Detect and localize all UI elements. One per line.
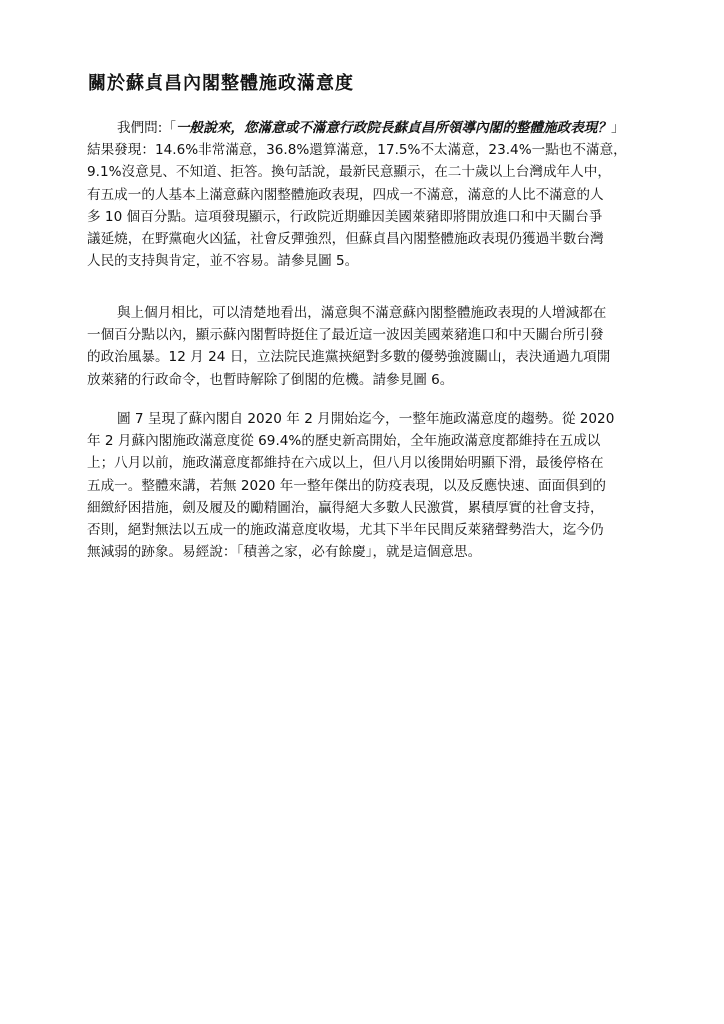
paragraph-line: 人民的支持與肯定，並不容易。請參見圖 5。 [87,253,359,270]
paragraph-line: 否則，絕對無法以五成一的施政滿意度收場，尤其下半年民間反萊豬聲勢浩大，迄今仍 [87,521,604,538]
paragraph-line: 議延燒，在野黨砲火凶猛，社會反彈強烈，但蘇貞昌內閣整體施政表現仍獲過半數台灣 [87,230,604,247]
paragraph-line: 與上個月相比，可以清楚地看出，滿意與不滿意蘇內閣整體施政表現的人增減都在 [117,305,607,321]
paragraph-2 [87,302,647,391]
paragraph-line: 圖 7 呈現了蘇內閣自 2020 年 2 月開始迄今，一整年施政滿意度的趨勢。從 2020 [117,411,615,427]
paragraph-line: 無減弱的跡象。易經說：「積善之家，必有餘慶」，就是這個意思。 [87,544,482,561]
paragraph-line: 上；八月以前，施政滿意度都維持在六成以上，但八月以後開始明顯下滑，最後停格在 [87,455,604,472]
paragraph-1 [87,117,647,272]
question-prefix: 我們問:「 [117,120,176,136]
paragraph-3 [87,408,647,563]
paragraph-line: 細緻紓困措施，劍及履及的勵精圖治，贏得絕大多數人民激賞，累積厚實的社會支持， [87,499,604,516]
paragraph-line: 的政治風暴。12 月 24 日，立法院民進黨挾絕對多數的優勢強渡關山，表決通過九項開 [87,349,611,366]
question-suffix: 」 [610,120,625,136]
paragraph-line: 結果發現：14.6%非常滿意，36.8%還算滿意，17.5%不太滿意，23.4%一點也不滿意， [87,142,627,159]
paragraph-line: 年 2 月蘇內閣施政滿意度從 69.4%的歷史新高開始，全年施政滿意度都維持在五成以 [87,433,601,450]
paragraph-line: 有五成一的人基本上滿意蘇內閣整體施政表現，四成一不滿意，滿意的人比不滿意的人 [87,186,604,203]
paragraph-line: 五成一。整體來講，若無 2020 年一整年傑出的防疫表現，以及反應快速、面面俱到的 [87,477,607,494]
paragraph-line: 放萊豬的行政命令，也暫時解除了倒閣的危機。請參見圖 6。 [87,371,454,388]
paragraph-line [87,117,647,139]
paragraph-line: 9.1%沒意見、不知道、拒答。換句話說，最新民意顯示，在二十歲以上台灣成年人中， [87,164,611,181]
document-title: 關於蘇貞昌內閣整體施政滿意度 [88,73,354,94]
paragraph-line: 一個百分點以內，顯示蘇內閣暫時挺住了最近這一波因美國萊豬進口和中天關台所引發 [87,327,604,344]
paragraph-line: 多 10 個百分點。這項發現顯示，行政院近期雖因美國萊豬即將開放進口和中天關台爭 [87,208,603,225]
survey-question: 一般說來，您滿意或不滿意行政院長蘇貞昌所領導內閣的整體施政表現？ [175,120,611,136]
